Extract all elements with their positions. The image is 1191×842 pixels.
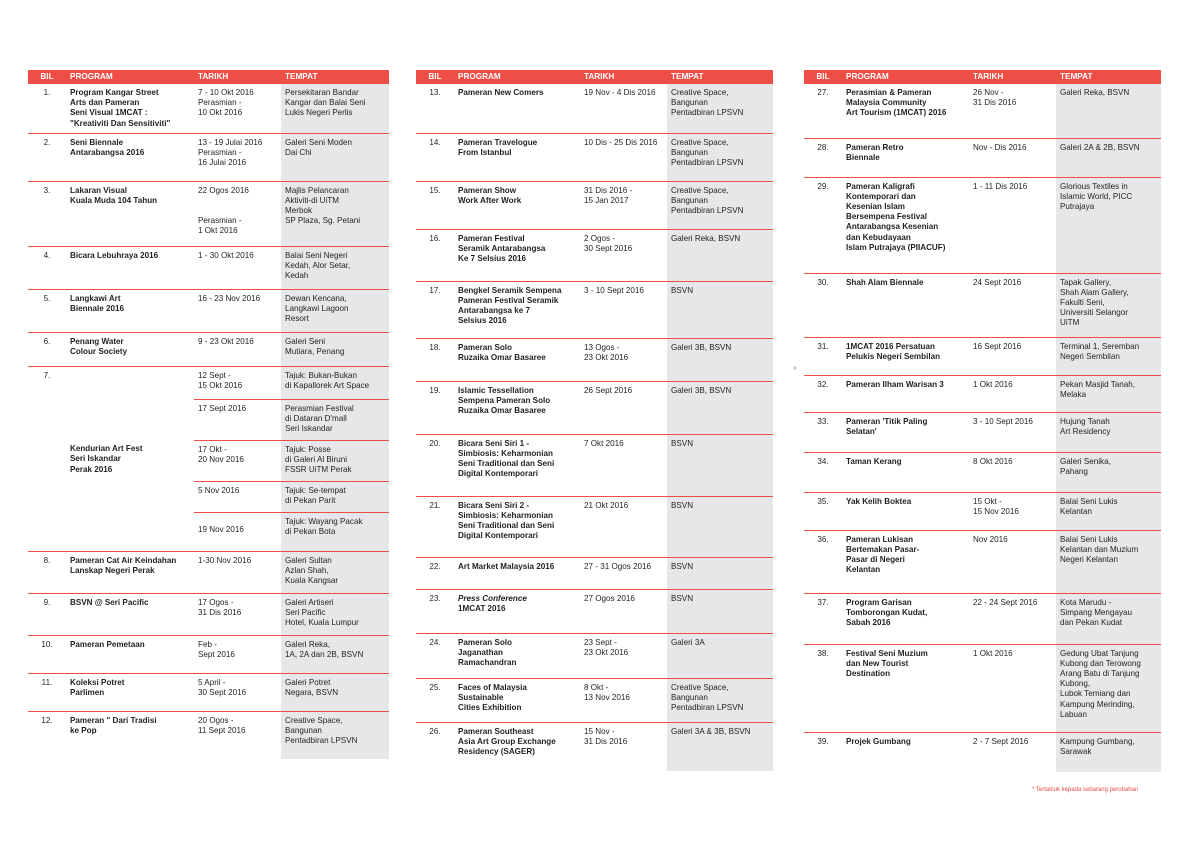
event-date: 13 - 19 Julai 2016 Perasmian - 16 Julai 2016 bbox=[194, 133, 281, 181]
header-bil: BIL bbox=[28, 70, 66, 84]
event-venue: Terminal 1, Seremban Negeri Sembilan bbox=[1056, 337, 1161, 375]
table-row bbox=[28, 181, 389, 246]
program-name: Pameran Ilham Warisan 3 bbox=[842, 375, 969, 412]
event-venue: Galeri Seni Moden Dai Chi bbox=[281, 133, 389, 181]
event-date: 26 Nov - 31 Dis 2016 bbox=[969, 84, 1056, 138]
table-row bbox=[28, 673, 389, 711]
table-header bbox=[804, 70, 1161, 84]
event-date: 13 Ogos - 23 Okt 2016 bbox=[580, 338, 667, 381]
program-name: Pameran Southeast Asia Art Group Exchange Residency (SAGER) bbox=[458, 726, 556, 756]
table-row bbox=[804, 84, 1161, 138]
table-row bbox=[804, 273, 1161, 337]
footnote: * Tertakluk kepada sebarang perubahan bbox=[1032, 787, 1139, 793]
row-number: 14. bbox=[416, 133, 454, 181]
program-name: Kendurian Art Fest Seri Iskandar Perak 2016 bbox=[66, 366, 194, 551]
event-date: 5 Nov 2016 bbox=[194, 481, 281, 512]
table-row bbox=[416, 589, 773, 633]
program-name: Festival Seni Muzium dan New Tourist Destination bbox=[842, 644, 969, 732]
decorative-dot bbox=[793, 366, 797, 370]
event-venue: Creative Space, Bangunan Pentadbiran LPSVN bbox=[667, 84, 773, 133]
program-name: Taman Kerang bbox=[842, 452, 969, 492]
row-number: 12. bbox=[41, 715, 53, 725]
event-venue: BSVN bbox=[667, 281, 773, 338]
row-number: 4. bbox=[28, 246, 66, 289]
event-venue: BSVN bbox=[667, 434, 773, 496]
event-venue: Galeri Seni Mutiara, Penang bbox=[281, 332, 389, 366]
row-number: 25. bbox=[416, 678, 454, 722]
program-name bbox=[454, 589, 580, 633]
event-venue: Galeri 3B, BSVN bbox=[667, 338, 773, 381]
table-row bbox=[416, 181, 773, 229]
row-number: 38. bbox=[804, 644, 842, 732]
event-date: 12 Sept - 15 Okt 2016 bbox=[194, 366, 281, 399]
event-date: 19 Nov - 4 Dis 2016 bbox=[580, 84, 667, 133]
event-date: 8 Okt 2016 bbox=[969, 452, 1056, 492]
program-name: Pameran New Comers bbox=[454, 84, 580, 133]
event-date: 27 Ogos 2016 bbox=[580, 589, 667, 633]
header-bil: BIL bbox=[416, 70, 454, 84]
event-date: 7 - 10 Okt 2016 Perasmian - 10 Okt 2016 bbox=[194, 84, 281, 133]
table-row bbox=[416, 434, 773, 496]
event-venue: Galeri 3A bbox=[667, 633, 773, 678]
program-name: Pameran 'Titik Paling Selatan' bbox=[842, 412, 969, 452]
table-row bbox=[28, 551, 389, 593]
row-number: 27. bbox=[804, 84, 842, 138]
table-header bbox=[28, 70, 389, 84]
event-date: 17 Okt - 20 Nov 2016 bbox=[194, 440, 281, 481]
program-name: Pameran Cat Air Keindahan Lanskap Negeri Perak bbox=[66, 551, 194, 593]
row-number: 2. bbox=[28, 133, 66, 181]
table-row bbox=[804, 732, 1161, 772]
event-venue: Glorious Textiles in Islamic World, PICC Putrajaya bbox=[1056, 177, 1161, 273]
header-tempat: TEMPAT bbox=[281, 70, 389, 84]
table-row bbox=[416, 133, 773, 181]
event-venue: Persekitaran Bandar Kangar dan Balai Seni Lukis Negeri Perlis bbox=[281, 84, 389, 133]
row-number: 15. bbox=[416, 181, 454, 229]
program-name: Penang Water Colour Society bbox=[66, 332, 194, 366]
event-venue: Creative Space, Bangunan Pentadbiran LPSVN bbox=[667, 181, 773, 229]
header-program: PROGRAM bbox=[842, 70, 969, 84]
header-tarikh: TARIKH bbox=[580, 70, 667, 84]
table-row bbox=[28, 246, 389, 289]
event-date: Nov - Dis 2016 bbox=[969, 138, 1056, 177]
row-number: 10. bbox=[28, 635, 66, 673]
event-venue: Pekan Masjid Tanah, Melaka bbox=[1056, 375, 1161, 412]
row-number: 3. bbox=[28, 181, 66, 246]
row-number: 24. bbox=[416, 633, 454, 678]
table-row bbox=[804, 337, 1161, 375]
program-name: Art Market Malaysia 2016 bbox=[454, 557, 580, 589]
program-name: Projek Gumbang bbox=[846, 736, 911, 746]
row-number: 39. bbox=[817, 736, 829, 746]
program-name: Faces of Malaysia Sustainable Cities Exhibition bbox=[454, 678, 580, 722]
program-name: Pameran Kaligrafi Kontemporari dan Kesenian Islam Bersempena Festival Antarabangsa Kesenian dan Kebudayaan Islam Putrajaya (PIIACUF) bbox=[842, 177, 969, 273]
program-name: Shah Alam Biennale bbox=[842, 273, 969, 337]
program-name: Langkawi Art Biennale 2016 bbox=[66, 289, 194, 332]
table-row bbox=[804, 375, 1161, 412]
header-program: PROGRAM bbox=[454, 70, 580, 84]
row-number: 19. bbox=[416, 381, 454, 434]
table-row bbox=[804, 452, 1161, 492]
event-date: 10 Dis - 25 Dis 2016 bbox=[580, 133, 667, 181]
event-date: 15 Okt - 15 Nov 2016 bbox=[969, 492, 1056, 530]
program-name: Yak Kelih Boktea bbox=[842, 492, 969, 530]
program-name-rest: 1MCAT 2016 bbox=[458, 603, 506, 613]
row-number: 28. bbox=[804, 138, 842, 177]
table-row bbox=[804, 177, 1161, 273]
event-date: 20 Ogos - 11 Sept 2016 bbox=[198, 715, 246, 735]
table-row bbox=[416, 381, 773, 434]
event-date: 2 Ogos - 30 Sept 2016 bbox=[580, 229, 667, 281]
event-date: 17 Sept 2016 bbox=[194, 399, 281, 440]
table-row bbox=[28, 332, 389, 366]
event-date: 16 - 23 Nov 2016 bbox=[194, 289, 281, 332]
event-date: 1-30 Nov 2016 bbox=[194, 551, 281, 593]
event-venue: Balai Seni Negeri Kedah, Alor Setar, Kedah bbox=[281, 246, 389, 289]
row-number: 20. bbox=[416, 434, 454, 496]
event-date: 22 - 24 Sept 2016 bbox=[969, 593, 1056, 644]
row-number: 31. bbox=[804, 337, 842, 375]
event-venue: Dewan Kencana, Langkawi Lagoon Resort bbox=[281, 289, 389, 332]
event-date: 1 - 11 Dis 2016 bbox=[969, 177, 1056, 273]
row-number: 37. bbox=[804, 593, 842, 644]
program-name-italic: Press Conference bbox=[458, 593, 527, 603]
row-number: 16. bbox=[416, 229, 454, 281]
row-number: 33. bbox=[804, 412, 842, 452]
event-venue: Tapak Gallery, Shah Alam Gallery, Fakulti Seni, Universiti Selangor UiTM bbox=[1056, 273, 1161, 337]
event-date: 9 - 23 Okt 2016 bbox=[194, 332, 281, 366]
table-row bbox=[28, 635, 389, 673]
program-name: Lakaran Visual Kuala Muda 104 Tahun bbox=[66, 181, 194, 246]
row-number: 34. bbox=[804, 452, 842, 492]
event-venue: Creative Space, Bangunan Pentadbiran LPSVN bbox=[667, 678, 773, 722]
table-row bbox=[804, 593, 1161, 644]
header-tempat: TEMPAT bbox=[1056, 70, 1161, 84]
table-row bbox=[416, 84, 773, 133]
event-date: Nov 2016 bbox=[969, 530, 1056, 593]
event-date: 3 - 10 Sept 2016 bbox=[580, 281, 667, 338]
row-number: 7. bbox=[28, 366, 66, 551]
table-row bbox=[804, 530, 1161, 593]
table-row bbox=[28, 593, 389, 635]
row-number: 13. bbox=[416, 84, 454, 133]
event-venue: Tajuk: Posse di Galeri Al Biruni FSSR UiTM Perak bbox=[281, 440, 389, 481]
program-name: Bengkel Seramik Sempena Pameran Festival Seramik Antarabangsa ke 7 Selsius 2016 bbox=[454, 281, 580, 338]
event-venue: Creative Space, Bangunan Pentadbiran LPSVN bbox=[281, 711, 389, 759]
event-date: 2 - 7 Sept 2016 bbox=[973, 736, 1029, 746]
event-date: 8 Okt - 13 Nov 2016 bbox=[580, 678, 667, 722]
program-name: Bicara Seni Siri 2 - Simbiosis: Keharmonian Seni Traditional dan Seni Digital Kontemporari bbox=[454, 496, 580, 557]
table-row bbox=[416, 281, 773, 338]
row-number: 9. bbox=[28, 593, 66, 635]
event-venue: Galeri Artiseri Seri Pacific Hotel, Kuala Lumpur bbox=[281, 593, 389, 635]
program-name: Koleksi Potret Parlimen bbox=[66, 673, 194, 711]
event-venue: Balai Seni Lukis Kelantan dan Muzium Negeri Kelantan bbox=[1056, 530, 1161, 593]
table-row bbox=[28, 133, 389, 181]
event-date: Feb - Sept 2016 bbox=[194, 635, 281, 673]
table-row bbox=[416, 557, 773, 589]
row-number: 8. bbox=[28, 551, 66, 593]
event-venue: Galeri Senika, Pahang bbox=[1056, 452, 1161, 492]
row-number: 6. bbox=[28, 332, 66, 366]
header-tarikh: TARIKH bbox=[194, 70, 281, 84]
program-name: Pameran Show Work After Work bbox=[454, 181, 580, 229]
event-venue: Creative Space, Bangunan Pentadbiran LPSVN bbox=[667, 133, 773, 181]
program-name: Pameran Festival Seramik Antarabangsa Ke 7 Selsius 2016 bbox=[454, 229, 580, 281]
row-number: 30. bbox=[804, 273, 842, 337]
event-date: 19 Nov 2016 bbox=[194, 512, 281, 551]
table-row bbox=[416, 633, 773, 678]
program-name: Bicara Seni Siri 1 - Simbiosis: Keharmonian Seni Traditional dan Seni Digital Kontemporari bbox=[454, 434, 580, 496]
event-date: 17 Ogos - 31 Dis 2016 bbox=[194, 593, 281, 635]
program-name: 1MCAT 2016 Persatuan Pelukis Negeri Sembilan bbox=[842, 337, 969, 375]
event-venue: Hujung Tanah Art Residency bbox=[1056, 412, 1161, 452]
event-date: 22 Ogos 2016 Perasmian - 1 Okt 2016 bbox=[194, 181, 281, 246]
event-venue: Galeri Reka, BSVN bbox=[1056, 84, 1161, 138]
event-venue: Galeri 3A & 3B, BSVN bbox=[667, 722, 773, 771]
program-name: Pameran Lukisan Bertemakan Pasar- Pasar di Negeri Kelantan bbox=[842, 530, 969, 593]
table-row bbox=[28, 366, 389, 399]
table-row bbox=[804, 644, 1161, 732]
event-date: 3 - 10 Sept 2016 bbox=[969, 412, 1056, 452]
table-row bbox=[416, 338, 773, 381]
program-name: Bicara Lebuhraya 2016 bbox=[66, 246, 194, 289]
row-number: 23. bbox=[416, 589, 454, 633]
table-row bbox=[804, 412, 1161, 452]
table-row bbox=[28, 711, 389, 759]
row-number: 32. bbox=[804, 375, 842, 412]
table-row bbox=[416, 229, 773, 281]
event-date: 1 Okt 2016 bbox=[969, 375, 1056, 412]
row-number: 1. bbox=[28, 84, 66, 133]
event-date: 23 Sept - 23 Okt 2016 bbox=[580, 633, 667, 678]
event-date: 31 Dis 2016 - 15 Jan 2017 bbox=[580, 181, 667, 229]
program-name: Pameran " Dari Tradisi ke Pop bbox=[70, 715, 157, 735]
event-venue: Tajuk: Wayang Pacak di Pekan Bota bbox=[281, 512, 389, 551]
program-name: Pameran Pemetaan bbox=[66, 635, 194, 673]
row-number: 17. bbox=[416, 281, 454, 338]
table-header bbox=[416, 70, 773, 84]
program-name: Pameran Retro Biennale bbox=[842, 138, 969, 177]
event-date: 16 Sept 2016 bbox=[969, 337, 1056, 375]
event-venue: Galeri Reka, BSVN bbox=[667, 229, 773, 281]
row-number: 11. bbox=[28, 673, 66, 711]
event-venue: BSVN bbox=[667, 589, 773, 633]
event-date: 26 Sept 2016 bbox=[580, 381, 667, 434]
event-date: 1 - 30 Okt 2016 bbox=[194, 246, 281, 289]
table-row bbox=[804, 492, 1161, 530]
program-name: Pameran Solo Jaganathan Ramachandran bbox=[454, 633, 580, 678]
program-name: Pameran Solo Ruzaika Omar Basaree bbox=[454, 338, 580, 381]
program-name: Pameran Travelogue From Istanbul bbox=[454, 133, 580, 181]
event-venue: Tajuk: Bukan-Bukan di Kapallorek Art Space bbox=[281, 366, 389, 399]
program-name: Program Kangar Street Arts dan Pameran Seni Visual 1MCAT : "Kreativiti Dan Sensitiviti" bbox=[66, 84, 194, 133]
header-program: PROGRAM bbox=[66, 70, 194, 84]
event-date: 7 Okt 2016 bbox=[580, 434, 667, 496]
event-venue: Balai Seni Lukis Kelantan bbox=[1056, 492, 1161, 530]
event-date: 5 April - 30 Sept 2016 bbox=[194, 673, 281, 711]
event-venue: Kampung Gumbang, Sarawak bbox=[1056, 732, 1161, 772]
row-number: 5. bbox=[28, 289, 66, 332]
event-venue: BSVN bbox=[667, 496, 773, 557]
row-number: 35. bbox=[804, 492, 842, 530]
event-venue: Galeri Reka, 1A, 2A dan 2B, BSVN bbox=[281, 635, 389, 673]
event-venue: Gedung Ubat Tanjung Kubong dan Terowong Arang Batu di Tanjung Kubong, Lubok Temiang dan Kampung Merinding, Labuan bbox=[1056, 644, 1161, 732]
table-row bbox=[416, 722, 773, 771]
event-venue: Galeri Potret Negara, BSVN bbox=[281, 673, 389, 711]
event-venue: Tajuk: Se-tempat di Pekan Parit bbox=[281, 481, 389, 512]
event-date: 15 Nov - 31 Dis 2016 bbox=[584, 726, 628, 746]
program-name: Seni Biennale Antarabangsa 2016 bbox=[66, 133, 194, 181]
row-number: 21. bbox=[416, 496, 454, 557]
row-number: 26. bbox=[429, 726, 441, 736]
row-number: 36. bbox=[804, 530, 842, 593]
header-bil: BIL bbox=[804, 70, 842, 84]
table-row bbox=[28, 84, 389, 133]
row-number: 18. bbox=[416, 338, 454, 381]
table-row bbox=[416, 678, 773, 722]
event-date: 27 - 31 Ogos 2016 bbox=[580, 557, 667, 589]
row-number: 29. bbox=[804, 177, 842, 273]
program-name: Islamic Tessellation Sempena Pameran Solo Ruzaika Omar Basaree bbox=[454, 381, 580, 434]
schedule-table-2 bbox=[416, 70, 773, 772]
event-date: 21 Okt 2016 bbox=[580, 496, 667, 557]
event-venue: Majlis Pelancaran Aktiviti-di UiTM Merbok SP Plaza, Sg. Petani bbox=[281, 181, 389, 246]
event-venue: Kota Marudu - Simpang Mengayau dan Pekan Kudat bbox=[1056, 593, 1161, 644]
table-row bbox=[28, 289, 389, 332]
table-row bbox=[416, 496, 773, 557]
header-tarikh: TARIKH bbox=[969, 70, 1056, 84]
event-date: 1 Okt 2016 bbox=[969, 644, 1056, 732]
row-number: 22. bbox=[416, 557, 454, 589]
program-name: BSVN @ Seri Pacific bbox=[66, 593, 194, 635]
event-venue: Galeri 2A & 2B, BSVN bbox=[1056, 138, 1161, 177]
table-row bbox=[804, 138, 1161, 177]
event-venue: BSVN bbox=[667, 557, 773, 589]
program-name: Perasmian & Pameran Malaysia Community Art Tourism (1MCAT) 2016 bbox=[842, 84, 969, 138]
event-venue: Galeri Sultan Azlan Shah, Kuala Kangsar bbox=[281, 551, 389, 593]
event-venue: Perasmian Festival di Dataran D'mall Seri Iskandar bbox=[281, 399, 389, 440]
event-venue: Galeri 3B, BSVN bbox=[667, 381, 773, 434]
schedule-table-1 bbox=[28, 70, 389, 760]
event-date: 24 Sept 2016 bbox=[969, 273, 1056, 337]
schedule-table-3 bbox=[804, 70, 1161, 773]
program-name: Program Garisan Tomborongan Kudat, Sabah 2016 bbox=[842, 593, 969, 644]
header-tempat: TEMPAT bbox=[667, 70, 773, 84]
